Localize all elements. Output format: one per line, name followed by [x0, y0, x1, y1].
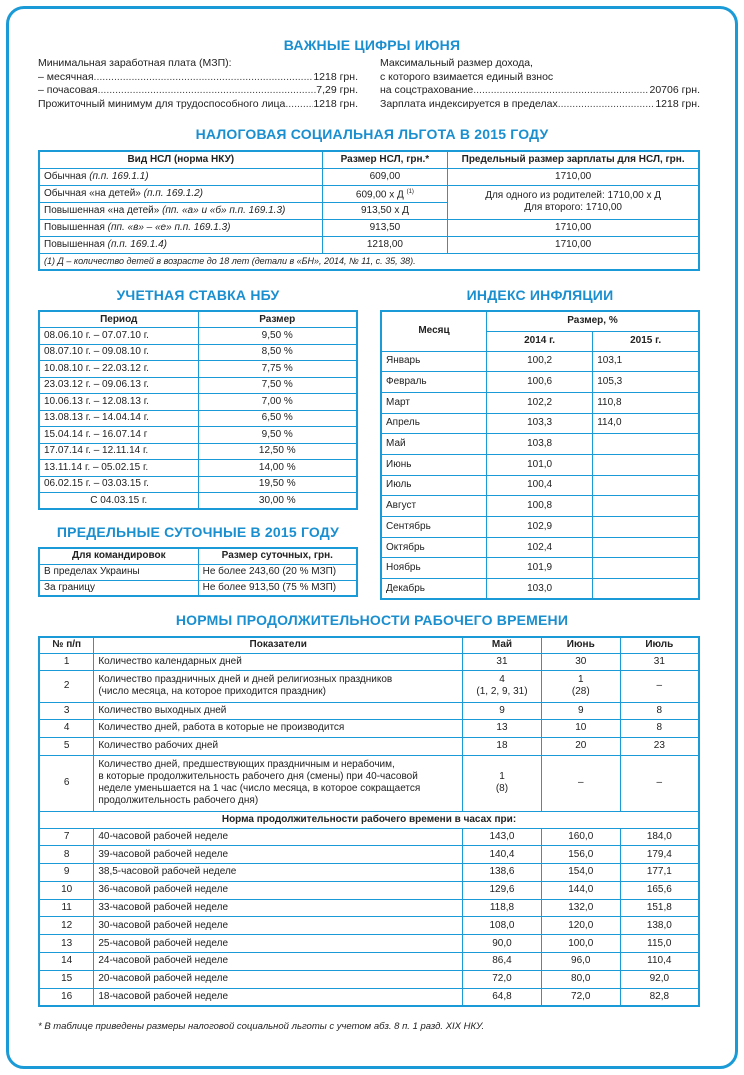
inflation-year-header: 2015 г. — [593, 331, 699, 351]
inflation-2014: 100,6 — [486, 372, 592, 393]
nsl-size: 609,00 х Д — [355, 189, 404, 201]
table-row — [381, 434, 699, 455]
hours-jun: 72,0 — [541, 988, 620, 1006]
table-row — [381, 579, 699, 600]
row-number: 12 — [39, 917, 94, 935]
hours-jun: 156,0 — [541, 846, 620, 864]
hours-jul: 179,4 — [620, 846, 699, 864]
hours-may: 129,6 — [463, 881, 542, 899]
hours-may: 90,0 — [463, 935, 542, 953]
table-row: 2 Количество праздничных дней и дней религиозных праздников (число месяца, на которое приходится праздник) 4 (1, 2, 9, 31) 1 (28) – — [39, 670, 699, 702]
inflation-year-header: 2014 г. — [486, 331, 592, 351]
nbu-rate: 6,50 % — [198, 410, 357, 427]
hours-may: 108,0 — [463, 917, 542, 935]
table-row — [381, 475, 699, 496]
hours-may: 143,0 — [463, 828, 542, 846]
table-row — [39, 828, 699, 846]
table-row — [39, 410, 357, 427]
table-row: Повышенная «на детей» (пп. «а» и «б» п.п. 169.1.3) 913,50 х Д — [39, 202, 699, 219]
work-time-header: Май — [463, 637, 542, 653]
inflation-2015 — [593, 454, 699, 475]
nbu-rate: 9,50 % — [198, 427, 357, 444]
hours-jun: 96,0 — [541, 953, 620, 971]
table-row — [39, 460, 357, 477]
table-row: 6 Количество дней, предшествующих праздничным и нерабочим, в которые продолжительность рабочего дня (смены) при 40-часовой неделе уменьшается на 1 час (число месяца, в которое сокращается продолжительность рабочего дня) 1 (8) – – — [39, 755, 699, 811]
inflation-month: Март — [381, 392, 486, 413]
footnote-mark: (1) — [406, 188, 414, 195]
nbu-header: Размер — [198, 311, 357, 328]
table-row: Повышенная (п.п. 169.1.4) 1218,00 1710,00 — [39, 236, 699, 253]
table-row — [381, 413, 699, 434]
inflation-2014: 102,2 — [486, 392, 592, 413]
inflation-month: Август — [381, 496, 486, 517]
table-row — [39, 394, 357, 411]
hours-jun: 120,0 — [541, 917, 620, 935]
inflation-2015: 103,1 — [593, 351, 699, 372]
table-row: Обычная (п.п. 169.1.1) 609,00 1710,00 — [39, 168, 699, 185]
inflation-month: Февраль — [381, 372, 486, 393]
inflation-2014: 102,4 — [486, 537, 592, 558]
inflation-month: Октябрь — [381, 537, 486, 558]
hours-may: 86,4 — [463, 953, 542, 971]
inflation-2015 — [593, 475, 699, 496]
table-row — [39, 476, 357, 493]
per-diem-header: Для командировок — [39, 548, 198, 564]
inflation-2015: 110,8 — [593, 392, 699, 413]
nsl-table — [38, 150, 700, 271]
table-row — [39, 493, 357, 510]
nbu-period: 15.04.14 г. – 16.07.14 г — [39, 427, 198, 444]
table-row — [39, 917, 699, 935]
nsl-size: 1218,00 — [322, 236, 448, 253]
table-row — [39, 564, 357, 580]
row-number: 15 — [39, 970, 94, 988]
table-row: 3 Количество выходных дней 9 9 8 — [39, 702, 699, 719]
key-figures-right — [380, 57, 700, 111]
nsl-header: Вид НСЛ (норма НКУ) — [39, 151, 322, 168]
inflation-month: Январь — [381, 351, 486, 372]
inflation-2014: 101,0 — [486, 454, 592, 475]
table-row: Повышенная (пп. «в» – «е» п.п. 169.1.3) 913,50 1710,00 — [39, 219, 699, 236]
week-type: 40-часовой рабочей неделе — [94, 828, 463, 846]
nbu-rate: 12,50 % — [198, 443, 357, 460]
hours-jul: 151,8 — [620, 899, 699, 917]
week-type: 38,5-часовой рабочей неделе — [94, 864, 463, 882]
hours-jul: 82,8 — [620, 988, 699, 1006]
nbu-period: 13.11.14 г. – 05.02.15 г. — [39, 460, 198, 477]
inflation-2015 — [593, 579, 699, 600]
row-number: 14 — [39, 953, 94, 971]
nsl-header: Предельный размер зарплаты для НСЛ, грн. — [448, 151, 699, 168]
table-row — [381, 454, 699, 475]
hours-jul: 138,0 — [620, 917, 699, 935]
hours-jul: 177,1 — [620, 864, 699, 882]
nsl-footnote: (1) Д – количество детей в возрасте до 18 лет (детали в «БН», 2014, № 11, с. 35, 38). — [39, 253, 699, 270]
table-row — [39, 899, 699, 917]
nbu-period: 08.06.10 г. – 07.07.10 г. — [39, 328, 198, 345]
nsl-limit: 1710,00 — [448, 236, 699, 253]
table-row — [381, 537, 699, 558]
table-row — [381, 392, 699, 413]
table-row — [39, 427, 357, 444]
nbu-rate: 7,00 % — [198, 394, 357, 411]
inflation-month: Июнь — [381, 454, 486, 475]
nbu-rate: 9,50 % — [198, 328, 357, 345]
nbu-period: 10.06.13 г. – 12.08.13 г. — [39, 394, 198, 411]
nbu-rate: 30,00 % — [198, 493, 357, 510]
hours-jul: 115,0 — [620, 935, 699, 953]
table-row — [39, 361, 357, 378]
nbu-period: 06.02.15 г. – 03.03.15 г. — [39, 476, 198, 493]
per-diem-table — [38, 547, 358, 597]
kv-value: 1218 грн. — [655, 97, 700, 110]
table-row — [39, 580, 357, 596]
week-type: 20-часовой рабочей неделе — [94, 970, 463, 988]
row-number: 7 — [39, 828, 94, 846]
per-diem-cell: Не более 913,50 (75 % МЗП) — [198, 580, 357, 596]
inflation-month: Ноябрь — [381, 558, 486, 579]
inflation-size-header: Размер, % — [486, 311, 699, 331]
week-type: 33-часовой рабочей неделе — [94, 899, 463, 917]
hours-may: 118,8 — [463, 899, 542, 917]
max-income-heading-2: с которого взимается единый взнос — [380, 70, 554, 83]
nbu-rate: 14,00 % — [198, 460, 357, 477]
hours-jun: 160,0 — [541, 828, 620, 846]
kv-label: Зарплата индексируется в пределах — [380, 97, 558, 110]
work-time-header: Июнь — [541, 637, 620, 653]
kv-value: 1218 грн. — [313, 97, 358, 110]
table-row — [381, 558, 699, 579]
nbu-rate: 7,50 % — [198, 377, 357, 394]
per-diem-cell: За границу — [39, 580, 198, 596]
inflation-table — [380, 310, 700, 600]
kv-value: 1218 грн. — [313, 70, 358, 83]
nbu-period: 17.07.14 г. – 12.11.14 г. — [39, 443, 198, 460]
row-number: 13 — [39, 935, 94, 953]
table-row: 5 Количество рабочих дней 18 20 23 — [39, 737, 699, 755]
work-time-header: Показатели — [94, 637, 463, 653]
inflation-2014: 103,0 — [486, 579, 592, 600]
inflation-2015 — [593, 434, 699, 455]
table-row — [39, 443, 357, 460]
nsl-size: 913,50 — [322, 219, 448, 236]
table-row — [381, 496, 699, 517]
nbu-period: 10.08.10 г. – 22.03.12 г. — [39, 361, 198, 378]
max-income-heading: Максимальный размер дохода, — [380, 57, 533, 69]
inflation-title: ИНДЕКС ИНФЛЯЦИИ — [466, 287, 614, 303]
inflation-2014: 103,3 — [486, 413, 592, 434]
table-row — [381, 517, 699, 538]
nsl-size: 609,00 — [322, 168, 448, 185]
inflation-month: Сентябрь — [381, 517, 486, 538]
inflation-2015: 105,3 — [593, 372, 699, 393]
hours-jul: 110,4 — [620, 953, 699, 971]
table-row — [381, 372, 699, 393]
inflation-2014: 100,8 — [486, 496, 592, 517]
inflation-month: Июль — [381, 475, 486, 496]
table-row — [39, 328, 357, 345]
inflation-2014: 102,9 — [486, 517, 592, 538]
inflation-month: Декабрь — [381, 579, 486, 600]
hours-jun: 144,0 — [541, 881, 620, 899]
inflation-2014: 100,4 — [486, 475, 592, 496]
hours-jun: 154,0 — [541, 864, 620, 882]
norm-subheader: Норма продолжительности рабочего времени в часах при: — [39, 811, 699, 828]
nsl-merged-limit: Для одного из родителей: 1710,00 х Д Для второго: 1710,00 — [448, 185, 699, 219]
hours-jul: 184,0 — [620, 828, 699, 846]
work-time-header: Июль — [620, 637, 699, 653]
inflation-month-header: Месяц — [381, 311, 486, 351]
nbu-period: С 04.03.15 г. — [39, 493, 198, 510]
row-number: 10 — [39, 881, 94, 899]
hours-may: 64,8 — [463, 988, 542, 1006]
kv-label: на соцстрахование — [380, 84, 474, 96]
page-footnote: * В таблице приведены размеры налоговой социальной льготы с учетом абз. 8 п. 1 разд. XIX НКУ. — [38, 1021, 485, 1032]
hours-jun: 80,0 — [541, 970, 620, 988]
row-number: 16 — [39, 988, 94, 1006]
key-figures-left — [38, 57, 358, 111]
nbu-rate: 19,50 % — [198, 476, 357, 493]
work-time-table — [38, 636, 700, 1007]
week-type: 36-часовой рабочей неделе — [94, 881, 463, 899]
week-type: 18-часовой рабочей неделе — [94, 988, 463, 1006]
nbu-table — [38, 310, 358, 510]
week-type: 24-часовой рабочей неделе — [94, 953, 463, 971]
inflation-2014: 101,9 — [486, 558, 592, 579]
inflation-2015 — [593, 537, 699, 558]
nbu-period: 08.07.10 г. – 09.08.10 г. — [39, 344, 198, 361]
hours-jul: 92,0 — [620, 970, 699, 988]
kv-label: – месячная — [38, 70, 94, 83]
nbu-header: Период — [39, 311, 198, 328]
nbu-period: 23.03.12 г. – 09.06.13 г. — [39, 377, 198, 394]
table-row — [39, 970, 699, 988]
mzp-heading: Минимальная заработная плата (МЗП): — [38, 57, 232, 69]
kv-value: 7,29 грн. — [316, 84, 358, 96]
hours-jun: 100,0 — [541, 935, 620, 953]
table-row: 4 Количество дней, работа в которые не производится 13 10 8 — [39, 719, 699, 737]
table-row — [39, 846, 699, 864]
kv-label: Прожиточный минимум для трудоспособного лица — [38, 97, 286, 110]
table-row — [39, 935, 699, 953]
per-diem-title: ПРЕДЕЛЬНЫЕ СУТОЧНЫЕ В 2015 ГОДУ — [56, 524, 340, 540]
table-row — [39, 864, 699, 882]
nbu-rate: 7,75 % — [198, 361, 357, 378]
week-type: 39-часовой рабочей неделе — [94, 846, 463, 864]
week-type: 25-часовой рабочей неделе — [94, 935, 463, 953]
inflation-month: Май — [381, 434, 486, 455]
table-row — [39, 953, 699, 971]
nsl-limit: 1710,00 — [448, 168, 699, 185]
work-time-title: НОРМЫ ПРОДОЛЖИТЕЛЬНОСТИ РАБОЧЕГО ВРЕМЕНИ — [175, 612, 569, 628]
inflation-month: Апрель — [381, 413, 486, 434]
nsl-limit: 1710,00 — [448, 219, 699, 236]
per-diem-cell: В пределах Украины — [39, 564, 198, 580]
table-row — [39, 377, 357, 394]
row-number: 9 — [39, 864, 94, 882]
work-time-header: № п/п — [39, 637, 94, 653]
inflation-2015: 114,0 — [593, 413, 699, 434]
inflation-2015 — [593, 517, 699, 538]
inflation-2015 — [593, 558, 699, 579]
hours-may: 140,4 — [463, 846, 542, 864]
row-number: 11 — [39, 899, 94, 917]
nbu-rate: 8,50 % — [198, 344, 357, 361]
table-row: Обычная «на детей» (п.п. 169.1.2) 609,00 х Д $^{(1)}$ Для одного из родителей: 1710,00 х Д Для второго: 1710,00 — [39, 185, 699, 202]
table-row — [39, 344, 357, 361]
nsl-title: НАЛОГОВАЯ СОЦИАЛЬНАЯ ЛЬГОТА В 2015 ГОДУ — [195, 126, 549, 142]
nsl-header: Размер НСЛ, грн.* — [322, 151, 448, 168]
hours-may: 72,0 — [463, 970, 542, 988]
hours-jun: 132,0 — [541, 899, 620, 917]
inflation-2015 — [593, 496, 699, 517]
nbu-period: 13.08.13 г. – 14.04.14 г. — [39, 410, 198, 427]
table-row: 1 Количество календарных дней 31 30 31 — [39, 653, 699, 670]
kv-label: – почасовая — [38, 84, 98, 96]
key-figures-title: ВАЖНЫЕ ЦИФРЫ ИЮНЯ — [283, 37, 461, 53]
inflation-2014: 103,8 — [486, 434, 592, 455]
hours-may: 138,6 — [463, 864, 542, 882]
per-diem-header: Размер суточных, грн. — [198, 548, 357, 564]
row-number: 8 — [39, 846, 94, 864]
kv-value: 20706 грн. — [649, 84, 700, 96]
hours-jul: 165,6 — [620, 881, 699, 899]
table-row — [381, 351, 699, 372]
per-diem-cell: Не более 243,60 (20 % МЗП) — [198, 564, 357, 580]
nbu-title: УЧЕТНАЯ СТАВКА НБУ — [116, 287, 280, 303]
nsl-size: 913,50 х Д — [322, 202, 448, 219]
table-row — [39, 881, 699, 899]
table-row — [39, 988, 699, 1006]
week-type: 30-часовой рабочей неделе — [94, 917, 463, 935]
inflation-2014: 100,2 — [486, 351, 592, 372]
